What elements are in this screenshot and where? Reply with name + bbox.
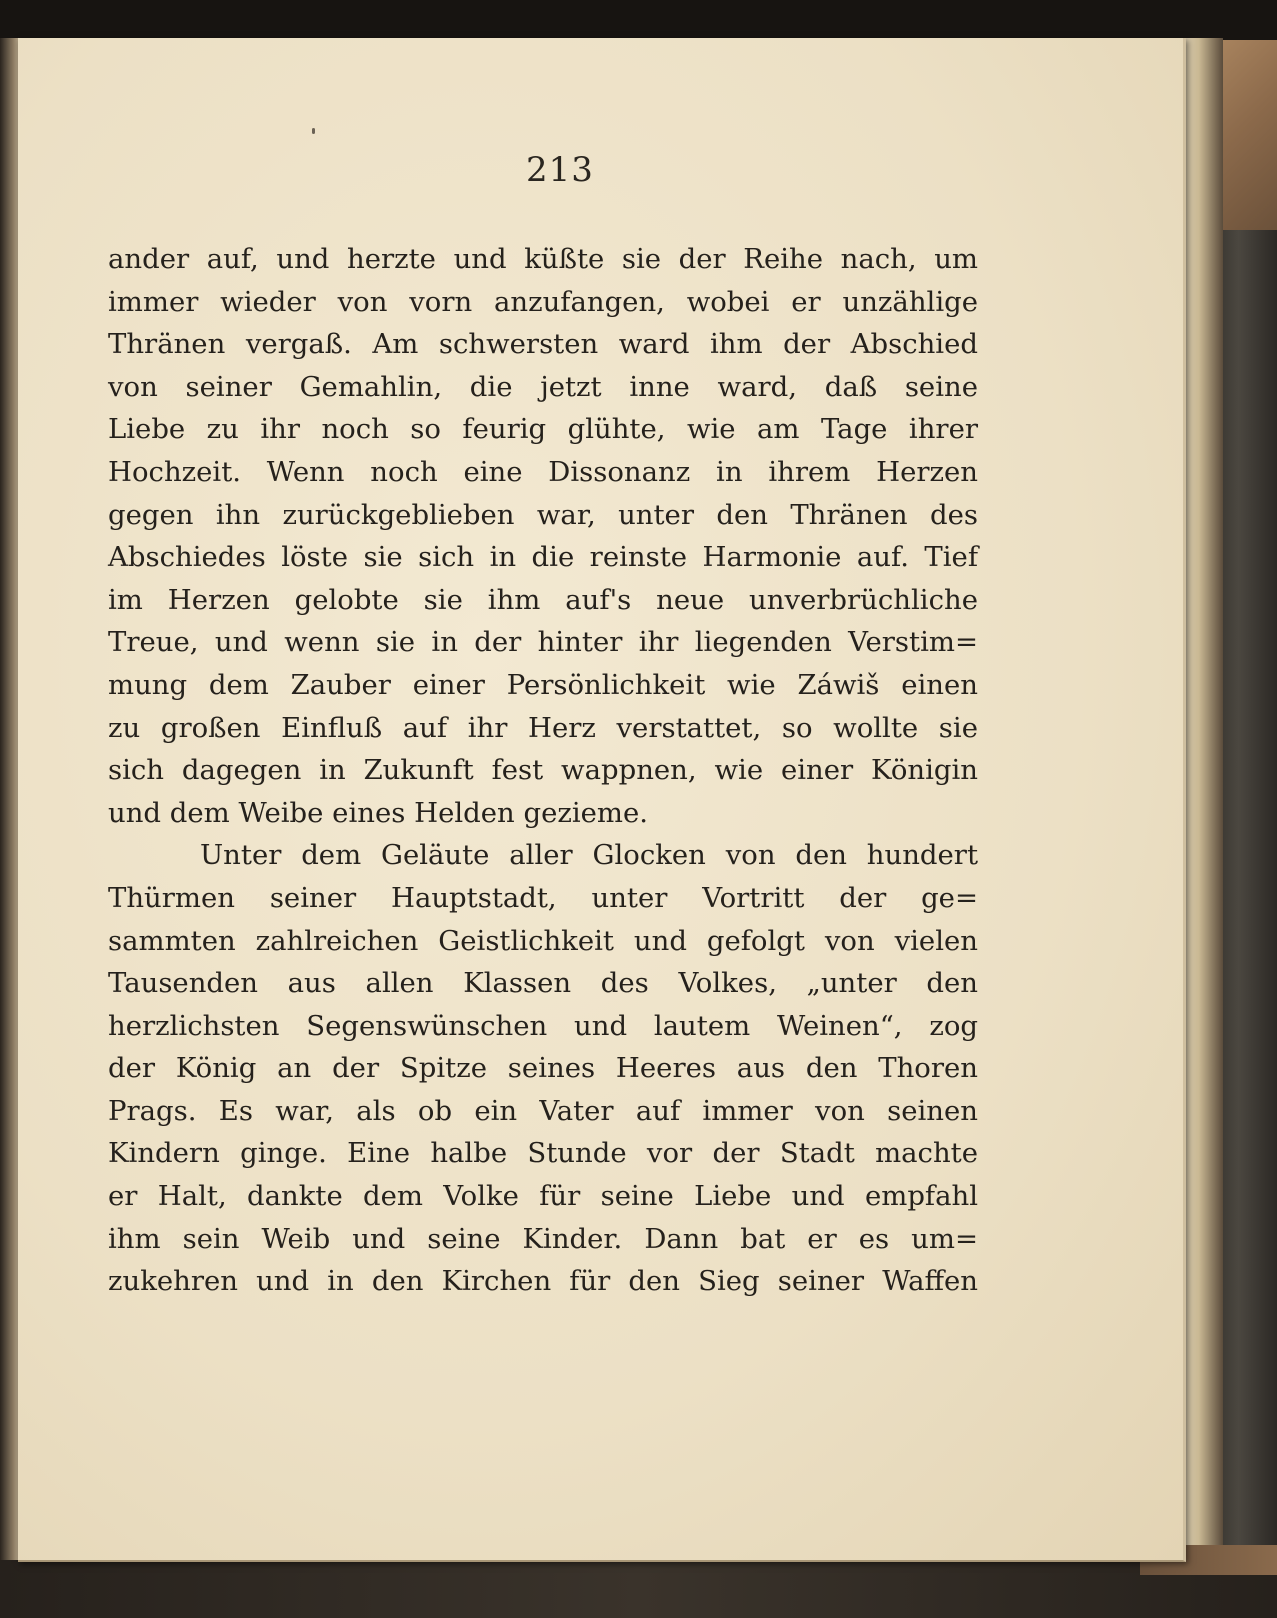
paragraph-end-line: und dem Weibe eines Helden gezieme. (108, 796, 648, 829)
text-line: im Herzen gelobte sie ihm auf's neue unverbrüchliche (108, 583, 978, 616)
text-line: zukehren und in den Kirchen für den Sieg seiner Waffen (108, 1265, 978, 1298)
text-line: der König an der Spitze seines Heeres aus den Thoren (108, 1052, 978, 1085)
text-line: ihm sein Weib und seine Kinder. Dann bat er es um= (108, 1222, 978, 1255)
book-cover-top (0, 0, 1277, 40)
text-line: Liebe zu ihr noch so feurig glühte, wie am Tage ihrer (108, 413, 978, 446)
text-line: Tausenden aus allen Klassen des Volkes, „unter den (108, 967, 978, 1000)
text-line: Abschiedes löste sie sich in die reinste Harmonie auf. Tief (108, 541, 978, 574)
text-line: gegen ihn zurückgeblieben war, unter den Thränen des (108, 498, 978, 531)
text-line: immer wieder von vorn anzufangen, wobei er unzählige (108, 285, 978, 318)
text-line: sich dagegen in Zukunft fest wappnen, wie einer Königin (108, 754, 978, 787)
body-text (108, 238, 978, 1303)
text-line: sammten zahlreichen Geistlichkeit und gefolgt von vielen (108, 924, 978, 957)
text-line: mung dem Zauber einer Persönlichkeit wie Záwiš einen (108, 668, 978, 701)
text-line: herzlichsten Segenswünschen und lautem Weinen“, zog (108, 1009, 978, 1042)
text-line: er Halt, dankte dem Volke für seine Liebe und empfahl (108, 1180, 978, 1213)
text-line: ander auf, und herzte und küßte sie der Reihe nach, um (108, 243, 978, 275)
text-line: Thürmen seiner Hauptstadt, unter Vortritt der ge= (108, 881, 978, 914)
text-line: Thränen vergaß. Am schwersten ward ihm der Abschied (108, 328, 978, 361)
text-line: Prags. Es war, als ob ein Vater auf immer von seinen (108, 1094, 978, 1127)
text-line: zu großen Einfluß auf ihr Herz verstattet, so wollte sie (108, 711, 978, 744)
page-number: 213 (526, 150, 594, 190)
text-line: Kindern ginge. Eine halbe Stunde vor der Stadt machte (108, 1137, 978, 1170)
text-line: Treue, und wenn sie in der hinter ihr liegenden Verstim= (108, 626, 978, 659)
ink-speck (312, 128, 315, 134)
text-line: Hochzeit. Wenn noch eine Dissonanz in ihrem Herzen (108, 455, 978, 488)
text-line: von seiner Gemahlin, die jetzt inne ward, daß seine (108, 370, 978, 403)
paragraph-start-line: Unter dem Geläute aller Glocken von den hundert (200, 839, 978, 872)
page-edge-right (1183, 38, 1223, 1560)
